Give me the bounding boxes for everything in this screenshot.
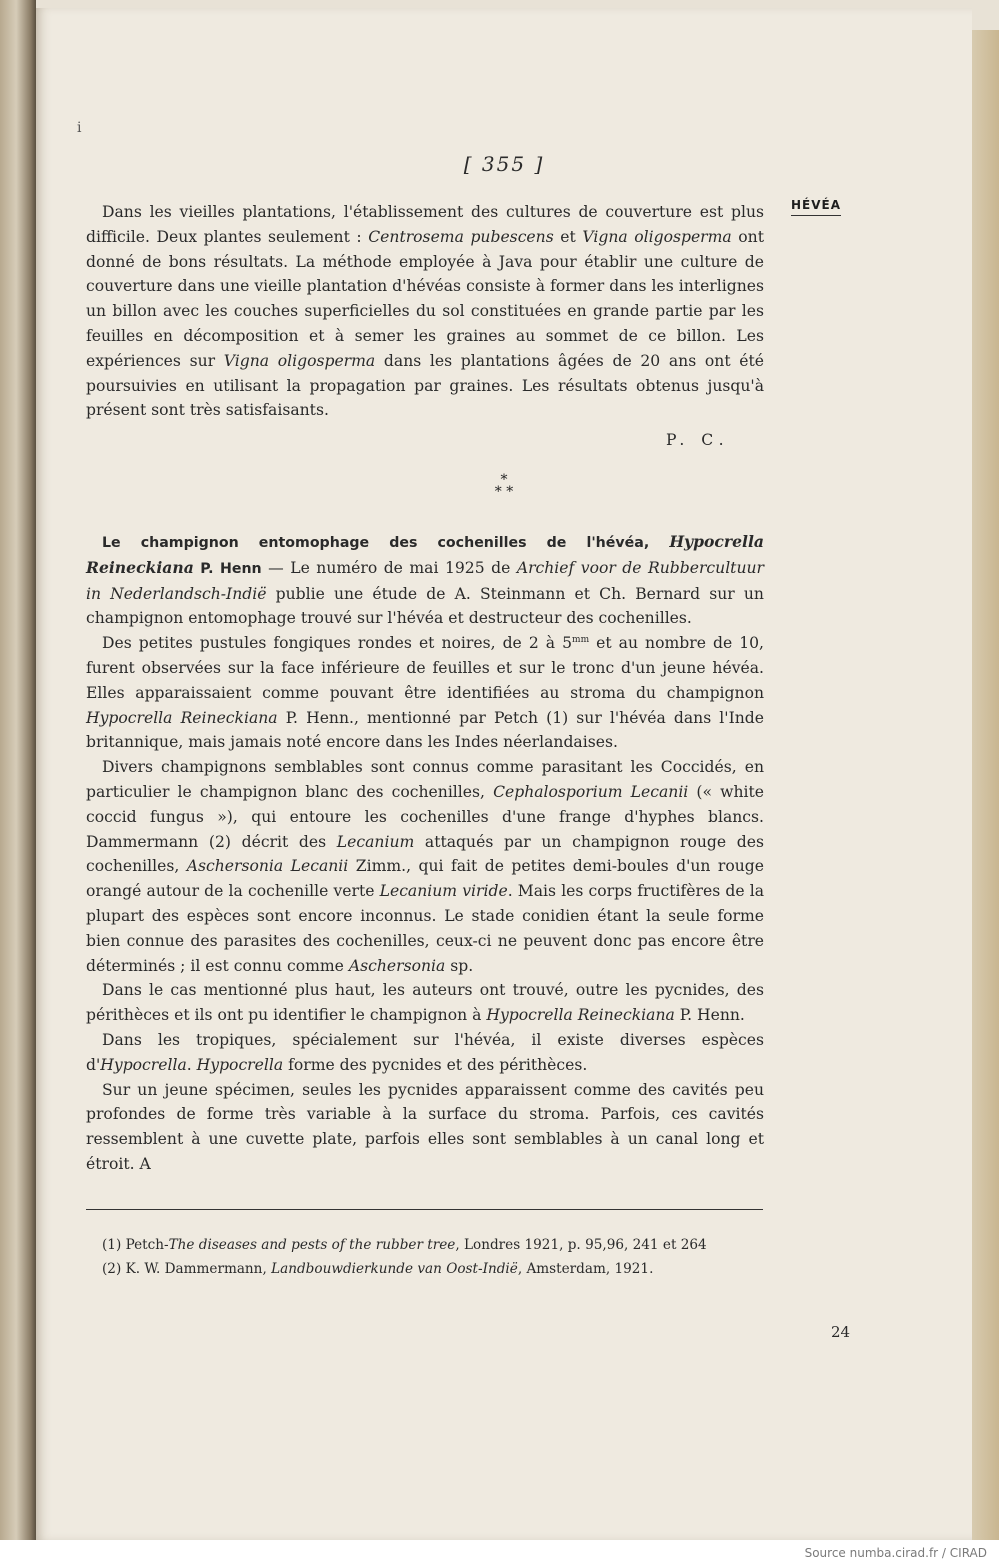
text-run: , Amsterdam, 1921.: [517, 1261, 654, 1277]
text-run: sp.: [445, 956, 474, 975]
unit-superscript: mm: [572, 635, 590, 645]
paragraph: [86, 755, 764, 978]
printer-signature-mark: 24: [831, 1323, 851, 1341]
species-name: Hypocrella: [196, 1055, 284, 1074]
text-run: forme des pycnides et des périthèces.: [283, 1055, 588, 1074]
section-separator: [36, 474, 972, 498]
species-name: Vigna oligosperma: [223, 351, 376, 370]
text-run: (1) Petch-: [102, 1237, 169, 1253]
species-name: Centrosema pubescens: [368, 227, 554, 246]
text-run: publie une étude de A. Steinmann et Ch. Bernard sur un champignon entomophage trouvé sur l'hévéa et destructeur des cochenilles.: [86, 584, 764, 628]
text-run: . Mais les corps fructifères de la plupart des espèces sont encore inconnus. Le stade conidien étant la seule forme bien connue des parasites des cochenilles, ceux-ci ne peuvent donc pas encore être déterminés ; il est connu comme: [86, 882, 764, 975]
paragraph-heading: [86, 530, 764, 631]
text-run: (« white coccid fungus »), qui entoure les cochenilles d'une frange d'hyphes blancs. Dammermann (2) décrit des: [86, 782, 764, 851]
footnote-rule: [86, 1209, 763, 1210]
footnotes: [102, 1233, 764, 1281]
section-entomophagous-fungus: [86, 530, 764, 1177]
species-name: Hypocrella Reineckiana: [486, 1006, 675, 1025]
paragraph: [86, 200, 764, 423]
text-run: et: [553, 227, 583, 246]
text-run: (2) K. W. Dammermann,: [102, 1261, 272, 1277]
margin-mark: i: [77, 120, 82, 136]
text-run: P. Henn.: [674, 1006, 745, 1025]
heading-author: P. Henn: [193, 560, 262, 577]
page-number: [ 355 ]: [463, 152, 545, 176]
source-credit: Source numba.cirad.fr / CIRAD: [804, 1546, 987, 1560]
species-name: Hypocrella: [100, 1055, 187, 1074]
species-name: Aschersonia Lecanii: [186, 857, 349, 876]
text-run: dans les plantations âgées de 20 ans ont été poursuivies en utilisant la propagation par graines. Les résultats obtenus jusqu'à présent sont très satisfaisants.: [86, 351, 764, 420]
paragraph: [86, 631, 764, 755]
text-run: Divers champignons semblables sont connus comme parasitant les Coccidés, en particulier le champignon blanc des cochenilles,: [86, 758, 764, 801]
species-name: Lecanium viride: [379, 882, 508, 901]
species-name: Aschersonia: [348, 956, 446, 975]
author-signature: P. C.: [666, 431, 730, 449]
text-run: Des petites pustules fongiques rondes et noires, de 2 à 5: [102, 634, 573, 653]
journal-title: Archief voor de Rubbercultuur in Nederlandsch-Indië: [86, 558, 764, 603]
text-run: P. Henn., mentionné par Petch (1) sur l'hévéa dans l'Inde britannique, mais jamais noté encore dans les Indes néerlandaises.: [86, 708, 764, 752]
book-title: Landbouwdierkunde van Oost-Indië: [271, 1261, 518, 1277]
page-stack-edge: [969, 30, 999, 1540]
section-cover-crops: [86, 200, 764, 423]
text-run: Zimm., qui fait de petites demi-boules d'un rouge orangé autour de la cochenille verte: [86, 857, 765, 901]
species-name: Lecanium: [336, 832, 415, 851]
text-run: Dans les tropiques, spécialement sur l'hévéa, il existe diverses espèces d': [86, 1030, 764, 1074]
paragraph: [86, 1028, 764, 1078]
text-run: .: [186, 1055, 197, 1074]
section-heading: Le champignon entomophage des cochenilles de l'hévéa,: [102, 535, 670, 551]
heading-species: Hypocrella Reineckiana: [86, 532, 764, 577]
text-run: attaqués par un champignon rouge des cochenilles,: [86, 832, 764, 876]
footnote-2: [102, 1257, 764, 1281]
species-name: Cephalosporium Lecanii: [493, 782, 689, 801]
text-run: — Le numéro de mai 1925 de: [261, 558, 517, 577]
text-run: et au nombre de 10, furent observées sur la face inférieure de feuilles et sur le tronc d'un jeune hévéa. Elles apparaissaient comme pouvant être identifiées au stroma du champignon: [86, 634, 765, 702]
book-title: The diseases and pests of the rubber tree: [168, 1237, 456, 1253]
text-run: , Londres 1921, p. 95,96, 241 et 264: [455, 1237, 707, 1253]
species-name: Hypocrella Reineckiana: [86, 708, 278, 727]
adjacent-page-edge: [0, 0, 36, 1540]
footnote-1: [102, 1233, 764, 1257]
separator-star-top: *: [500, 472, 508, 488]
text-run: Dans le cas mentionné plus haut, les auteurs ont trouvé, outre les pycnides, des périthèces et ils ont pu identifier le champignon à: [86, 981, 764, 1025]
species-name: Vigna oligosperma: [582, 227, 732, 246]
text-run: ont donné de bons résultats. La méthode employée à Java pour établir une culture de couverture dans une vieille plantation d'hévéas consiste à former dans les interlignes un billon avec les couches superficielles du sol constituées en grande partie par les feuilles en décomposition et à semer les graines au sommet de ce billon. Les expériences sur: [86, 227, 764, 370]
text-run: Dans les vieilles plantations, l'établissement des cultures de couverture est plus difficile. Deux plantes seulement :: [86, 203, 764, 246]
paragraph: [86, 978, 764, 1028]
separator-star-bottom: * *: [494, 484, 514, 500]
running-head: HÉVÉA: [791, 198, 841, 216]
document-page: [36, 8, 972, 1540]
paragraph: Sur un jeune spécimen, seules les pycnides apparaissent comme des cavités peu profondes de forme très variable à la surface du stroma. Parfois, ces cavités ressemblent à une cuvette plate, parfois elles sont semblables à un canal long et étroit. A: [86, 1080, 764, 1173]
